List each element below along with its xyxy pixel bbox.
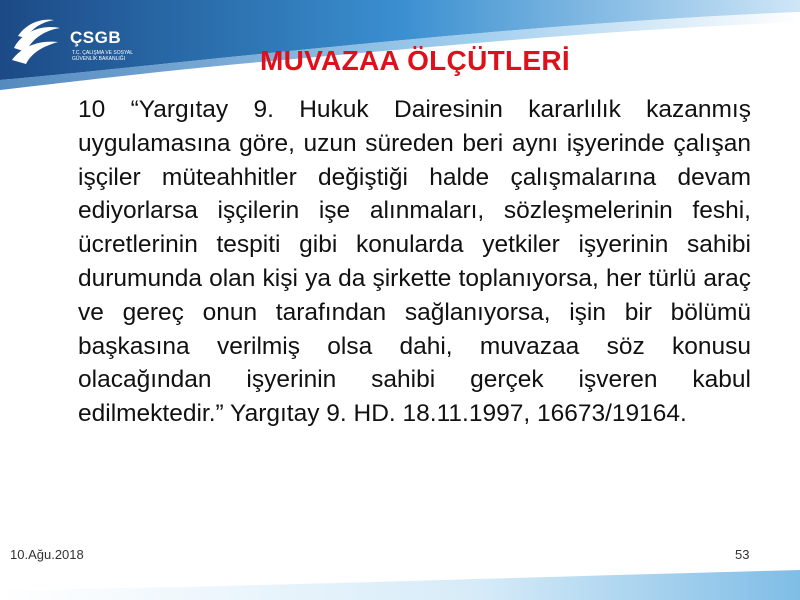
logo-wordmark: ÇSGB bbox=[70, 28, 122, 47]
slide-body bbox=[78, 93, 751, 431]
body-paragraph: 10 “Yargıtay 9. Hukuk Dairesinin kararlılık kazanmış uygulamasına göre, uzun süreden beri aynı işyerinde çalışan işçiler müteahhitler değiştiği halde çalışmalarına devam ediyorlarsa işçilerin işe alınmaları, sözleşmelerinin feshi, ücretlerinin tespiti gibi konularda yetkiler işyerinin sahibi durumunda olan kişi ya da şirkette toplanıyorsa, her türlü araç ve gereç onun tarafından sağlanıyorsa, işin bir bölümü başkasına verilmiş olsa dahi, muvazaa söz konusu olacağından işyerinin sahibi gerçek işveren kabul edilmektedir.” Yargıtay 9. HD. 18.11.1997, 16673/19164. bbox=[78, 96, 751, 428]
slide-title: MUVAZAA ÖLÇÜTLERİ bbox=[260, 45, 570, 76]
footer-date: 10.Ağu.2018 bbox=[10, 547, 84, 562]
page-number: 53 bbox=[735, 547, 750, 562]
logo-subtitle: T.C. ÇALIŞMA VE SOSYAL GÜVENLİK BAKANLIĞI bbox=[72, 50, 133, 62]
footer-wave-graphic bbox=[0, 560, 800, 600]
